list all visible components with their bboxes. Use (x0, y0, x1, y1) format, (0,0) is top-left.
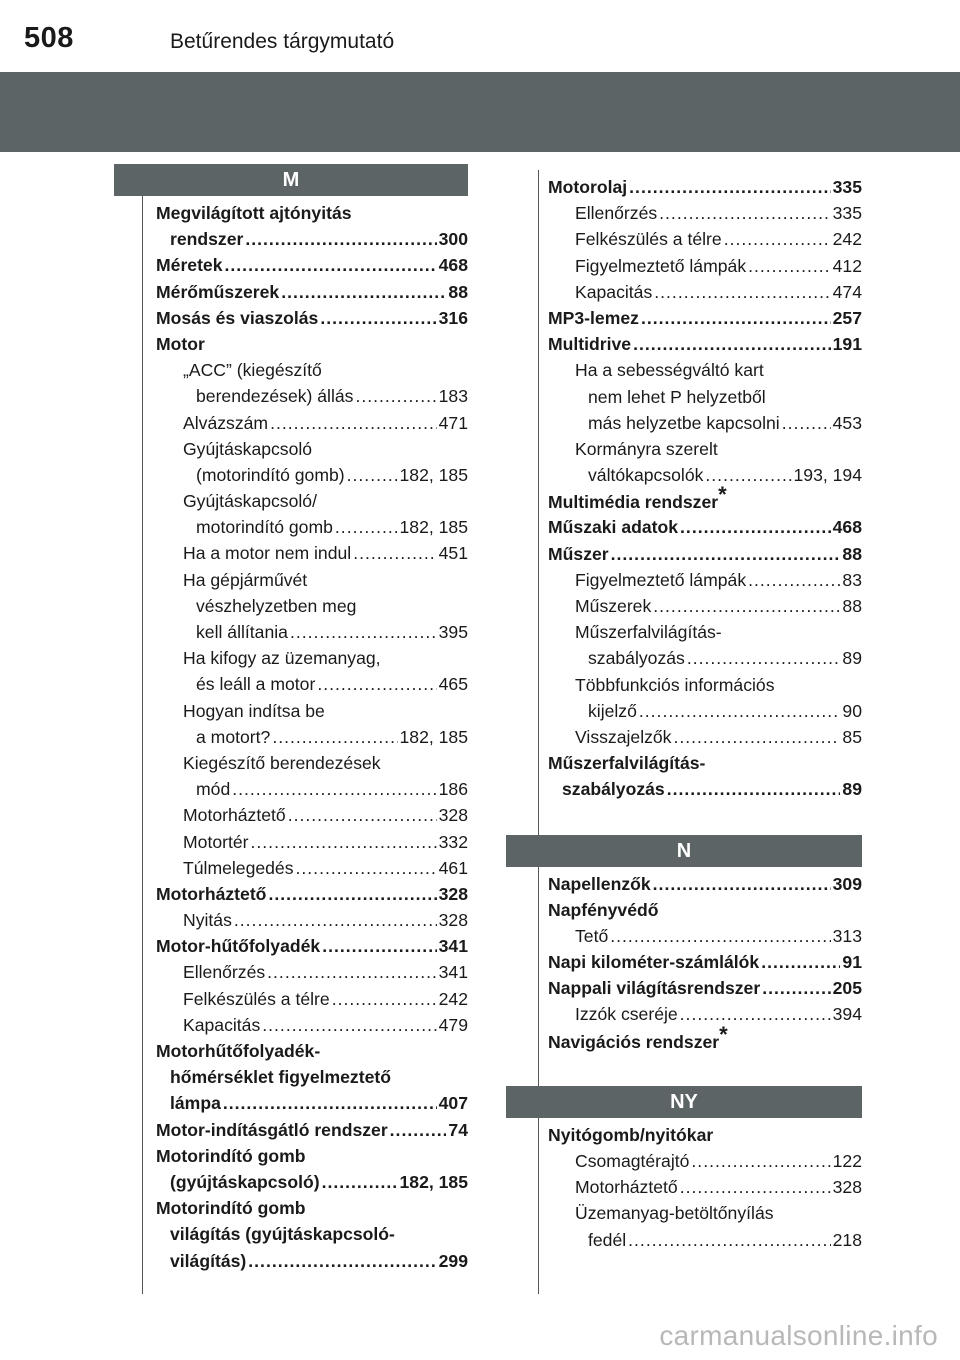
entry-page: 183 (438, 386, 468, 407)
section-letter-n: N (506, 835, 862, 867)
index-entry (114, 619, 468, 645)
entry-page: 182, 185 (399, 464, 468, 485)
entry-page: 186 (438, 779, 468, 800)
entry-page: 257 (832, 307, 862, 328)
leader-dots (234, 907, 437, 933)
index-entry (114, 959, 468, 985)
entry-term: Felkészülés a télre (183, 988, 330, 1009)
entry-page: 474 (832, 281, 862, 302)
entry-page: 335 (832, 203, 862, 224)
entry-term: MP3-lemez (548, 307, 639, 328)
entry-term: Napi kilométer-számlálók (548, 952, 760, 973)
entry-term: Figyelmeztető lámpák (575, 569, 747, 590)
entry-term: Megvilágított ajtónyitás (156, 203, 352, 223)
entry-page: 335 (832, 177, 862, 197)
entry-page: 182, 185 (399, 1171, 468, 1192)
index-entry (114, 1195, 468, 1221)
index-entry (506, 1227, 862, 1253)
leader-dots (639, 698, 841, 724)
leader-dots (332, 986, 437, 1012)
entry-term: Gyújtáskapcsoló/ (183, 491, 317, 512)
index-entry (114, 776, 468, 802)
index-entry (114, 750, 468, 776)
entry-term: motorindító gomb (196, 517, 333, 538)
index-entry (114, 986, 468, 1012)
entry-term: Csomagtérajtó (575, 1151, 690, 1171)
index-entry (114, 881, 468, 907)
entry-term: Motorháztető (575, 1177, 678, 1198)
index-entry (506, 698, 862, 724)
index-entry (114, 540, 468, 566)
leader-dots (762, 975, 830, 1001)
index-entry (506, 923, 862, 949)
entry-term: Ha a sebességváltó kart (575, 360, 764, 381)
index-entry (114, 1117, 468, 1143)
index-entry (114, 383, 468, 409)
entry-page: 468 (438, 255, 468, 276)
entry-term: világítás (gyújtáskapcsoló- (170, 1224, 395, 1245)
leader-dots (355, 383, 436, 409)
index-entry (506, 871, 862, 897)
index-column-right (506, 170, 862, 1253)
leader-dots (653, 593, 840, 619)
index-entry (114, 1169, 468, 1195)
entry-term: mód (196, 779, 231, 800)
entry-term: Ellenőrzés (183, 962, 266, 983)
index-entry (506, 331, 862, 357)
leader-dots (680, 514, 831, 540)
index-entry (114, 1038, 468, 1064)
leader-dots (290, 619, 437, 645)
index-entry (506, 1122, 862, 1148)
leader-dots (680, 1001, 831, 1027)
entry-page: 309 (832, 873, 862, 894)
entry-page: 193, 194 (793, 465, 862, 486)
entry-term: Nappali világításrendszer (548, 978, 761, 999)
index-entry (506, 514, 862, 540)
index-entry (114, 462, 468, 488)
watermark: carmanualsonline.info (659, 1320, 938, 1351)
entry-page: 461 (438, 857, 468, 878)
entry-page: 453 (832, 412, 862, 433)
section-gap (506, 803, 862, 835)
entry-term: Többfunkciós információs (575, 674, 775, 695)
entry-term: kijelző (588, 700, 637, 721)
entry-term: más helyzetbe kapcsolni (588, 412, 780, 433)
index-entry (506, 357, 862, 383)
header-band (0, 72, 960, 152)
page-header (0, 0, 960, 72)
leader-dots (748, 253, 831, 279)
index-entry (506, 567, 862, 593)
index-entry (114, 1221, 468, 1247)
leader-dots (667, 776, 841, 802)
entry-term: Visszajelzők (575, 726, 672, 747)
index-entry (114, 436, 468, 462)
entry-term: kell állítania (196, 622, 288, 642)
leader-dots (272, 724, 397, 750)
index-sections (506, 170, 862, 1253)
leader-dots (320, 305, 436, 331)
leader-dots (296, 855, 437, 881)
leader-dots (641, 305, 831, 331)
index-entry (114, 1143, 468, 1169)
index-entry (114, 567, 468, 593)
entry-page: 468 (832, 517, 862, 538)
index-entry (506, 174, 862, 200)
index-entry (114, 305, 468, 331)
entry-term: Mosás és viaszolás (156, 307, 319, 328)
entry-term: Műszaki adatok (548, 517, 679, 538)
section-letter-m: M (114, 164, 468, 196)
index-entry (506, 1148, 862, 1174)
entry-term: Műszerek (575, 596, 652, 616)
index-entry (114, 907, 468, 933)
entry-term: „ACC” (kiegészítő (183, 360, 322, 381)
entry-term: berendezések) állás (196, 386, 354, 407)
entry-page: 328 (438, 910, 468, 931)
index-entry (506, 384, 862, 410)
leader-dots (748, 567, 840, 593)
entry-term: Gyújtáskapcsoló (183, 438, 313, 459)
entry-term: Motorolaj (548, 177, 628, 197)
entry-page: 182, 185 (399, 517, 468, 538)
entry-page: 88 (842, 596, 862, 616)
entry-page: 313 (832, 925, 862, 946)
leader-dots (335, 514, 398, 540)
index-entry (114, 593, 468, 619)
entry-term: Motor (156, 333, 205, 354)
entry-page: 471 (438, 412, 468, 433)
entry-term: vészhelyzetben meg (196, 595, 357, 616)
leader-dots (248, 1248, 436, 1274)
index-entry (114, 200, 468, 226)
entry-page: 85 (842, 726, 862, 747)
index-entry (506, 410, 862, 436)
leader-dots (610, 923, 830, 949)
entry-term: Motortér (183, 831, 249, 852)
leader-dots (268, 881, 436, 907)
index-entry (114, 802, 468, 828)
index-entry (506, 1200, 862, 1226)
leader-dots (288, 802, 437, 828)
entry-term: Kiegészítő berendezések (183, 752, 381, 773)
leader-dots (347, 462, 398, 488)
entry-term: Napfényvédő (548, 899, 659, 920)
entry-page: 90 (842, 700, 862, 721)
leader-dots (322, 933, 436, 959)
leader-dots (232, 776, 436, 802)
entry-term: a motort? (196, 726, 271, 747)
entry-term: Motor-hűtőfolyadék (156, 936, 321, 957)
entry-term: Multimédia rendszer (548, 492, 719, 513)
index-entry (506, 305, 862, 331)
entry-term: Műszer (548, 543, 609, 564)
entry-page: 332 (438, 831, 468, 852)
entry-term: Ellenőrzés (575, 203, 658, 224)
entry-term: Ha kifogy az üzemanyag, (183, 648, 381, 669)
leader-dots (724, 226, 831, 252)
page-title: Betűrendes tárgymutató (170, 30, 395, 53)
entry-page: 328 (438, 805, 468, 826)
entry-term: szabályozás (562, 779, 665, 800)
page-number: 508 (24, 22, 74, 54)
index-entry (506, 200, 862, 226)
index-entry (114, 1012, 468, 1038)
leader-dots (782, 410, 831, 436)
index-entry (506, 750, 862, 776)
entry-page: 407 (438, 1093, 468, 1114)
entry-term: Motor-indításgátló rendszer (156, 1119, 388, 1140)
entry-term: Túlmelegedés (183, 857, 294, 878)
index-entry (114, 855, 468, 881)
index-entry (506, 975, 862, 1001)
entry-page: 412 (832, 255, 862, 276)
entry-term: Üzemanyag-betöltőnyílás (575, 1203, 774, 1224)
section-letter-ny: NY (506, 1086, 862, 1118)
entry-term: Izzók cseréje (575, 1004, 678, 1025)
index-entry (114, 252, 468, 278)
leader-dots (251, 829, 437, 855)
entry-page: 218 (832, 1229, 862, 1250)
leader-dots (270, 410, 437, 436)
leader-dots (680, 1174, 831, 1200)
entry-term: Mérőműszerek (156, 281, 280, 302)
entry-page: 394 (832, 1004, 862, 1025)
leader-dots (659, 200, 830, 226)
entry-term: világítás) (170, 1250, 247, 1271)
entry-term: Navigációs rendszer (548, 1031, 720, 1052)
index-entry (114, 933, 468, 959)
index-entry (506, 672, 862, 698)
index-entry (114, 829, 468, 855)
index-entry (114, 1064, 468, 1090)
entry-term: Motorháztető (156, 883, 267, 904)
entry-term: Multidrive (548, 334, 632, 355)
entry-term: Nyitógomb/nyitókar (548, 1124, 714, 1145)
index-entries (506, 867, 862, 1054)
leader-dots (281, 279, 446, 305)
leader-dots (223, 1090, 437, 1116)
entry-page: 122 (832, 1151, 862, 1171)
leader-dots (245, 226, 436, 252)
leader-dots (633, 331, 831, 357)
entry-page: 341 (438, 962, 468, 983)
leader-dots (353, 540, 436, 566)
leader-dots (691, 1148, 830, 1174)
index-entry (114, 331, 468, 357)
leader-dots (629, 174, 830, 200)
index-entry (506, 462, 862, 488)
entry-page: 191 (832, 334, 862, 355)
entry-term: szabályozás (588, 648, 685, 669)
entry-term: Méretek (156, 255, 223, 276)
index-entry (506, 593, 862, 619)
index-entry (506, 645, 862, 671)
entry-page: 88 (842, 543, 862, 564)
leader-dots (225, 252, 437, 278)
entry-term: Tető (575, 925, 609, 946)
index-entry (114, 724, 468, 750)
index-entry (114, 671, 468, 697)
leader-dots (628, 1227, 830, 1253)
entry-page: 89 (842, 779, 862, 800)
entry-page: 395 (438, 622, 468, 642)
index-entry (506, 897, 862, 923)
leader-dots (761, 949, 840, 975)
index-entries (114, 196, 468, 1274)
index-entry (114, 645, 468, 671)
entry-term: Ha gépjárművét (183, 569, 308, 590)
index-entries (506, 170, 862, 803)
entry-page: 316 (438, 307, 468, 328)
entry-term: Műszerfalvilágítás- (548, 753, 706, 774)
entry-page: 91 (842, 952, 862, 973)
entry-term: Motorindító gomb (156, 1198, 306, 1219)
entry-term: váltókapcsolók (588, 465, 704, 486)
index-entry (114, 488, 468, 514)
entry-page: 341 (438, 936, 468, 957)
entry-page: 451 (438, 543, 468, 564)
entry-term: (gyújtáskapcsoló) (170, 1171, 320, 1192)
entry-page: 242 (832, 229, 862, 250)
entry-term: Műszerfalvilágítás- (575, 622, 722, 643)
entry-page: 83 (842, 569, 862, 590)
section-gap (506, 1054, 862, 1086)
index-entry (506, 541, 862, 567)
entry-page: 88 (448, 281, 468, 302)
entry-page: 89 (842, 648, 862, 669)
entry-term: Motorháztető (183, 805, 286, 826)
entry-term: Kapacitás (575, 281, 653, 302)
leader-dots (317, 671, 436, 697)
index-column-left (114, 164, 468, 1274)
index-entry (506, 482, 862, 514)
entry-page: 328 (438, 883, 468, 904)
entry-term: hőmérséklet figyelmeztető (170, 1067, 391, 1088)
entry-page: 328 (832, 1177, 862, 1198)
entry-page: 479 (438, 1014, 468, 1035)
entry-term: (motorindító gomb) (196, 464, 345, 485)
footnote-star: * (719, 1021, 728, 1047)
leader-dots (673, 724, 840, 750)
entry-term: Motorindító gomb (156, 1145, 306, 1166)
leader-dots (687, 645, 841, 671)
index-entry (114, 357, 468, 383)
entry-term: Kapacitás (183, 1014, 261, 1035)
index-entry (114, 514, 468, 540)
index-entry (114, 226, 468, 252)
index-entry (506, 226, 862, 252)
entry-term: Kormányra szerelt (575, 438, 718, 459)
entry-term: fedél (588, 1229, 627, 1250)
entry-term: lámpa (170, 1093, 221, 1114)
entry-page: 74 (448, 1119, 468, 1140)
leader-dots (653, 871, 831, 897)
entry-page: 242 (438, 988, 468, 1009)
index-entries (506, 1118, 862, 1253)
leader-dots (267, 959, 436, 985)
footnote-star: * (718, 482, 727, 508)
index-entry (506, 724, 862, 750)
entry-term: Nyitás (183, 910, 232, 931)
entry-page: 299 (438, 1250, 468, 1271)
entry-term: Hogyan indítsa be (183, 700, 325, 721)
entry-term: rendszer (170, 229, 244, 250)
entry-page: 205 (832, 978, 862, 999)
index-entry (114, 1248, 468, 1274)
index-entry (506, 436, 862, 462)
entry-term: és leáll a motor (196, 674, 316, 695)
entry-term: Felkészülés a télre (575, 229, 722, 250)
index-entry (506, 949, 862, 975)
entry-term: Motorhűtőfolyadék- (156, 1041, 321, 1061)
entry-term: nem lehet P helyzetből (588, 386, 766, 407)
entry-term: Figyelmeztető lámpák (575, 255, 747, 276)
leader-dots (322, 1169, 398, 1195)
entry-term: Alvázszám (183, 412, 269, 433)
index-entry (506, 1174, 862, 1200)
index-entry (506, 253, 862, 279)
index-entry (506, 1001, 862, 1027)
entry-page: 465 (438, 674, 468, 695)
leader-dots (262, 1012, 436, 1038)
entry-page: 182, 185 (399, 726, 468, 747)
index-entry (114, 279, 468, 305)
entry-term: Ha a motor nem indul (183, 543, 352, 564)
leader-dots (654, 279, 830, 305)
leader-dots (390, 1117, 447, 1143)
entry-term: Napellenzők (548, 873, 651, 894)
index-entry (506, 1021, 862, 1054)
index-entry (114, 698, 468, 724)
index-entry (506, 776, 862, 802)
index-entry (506, 619, 862, 645)
leader-dots (611, 541, 841, 567)
entry-page: 300 (438, 229, 468, 250)
index-entry (506, 279, 862, 305)
index-entry (114, 410, 468, 436)
index-entry (114, 1090, 468, 1116)
